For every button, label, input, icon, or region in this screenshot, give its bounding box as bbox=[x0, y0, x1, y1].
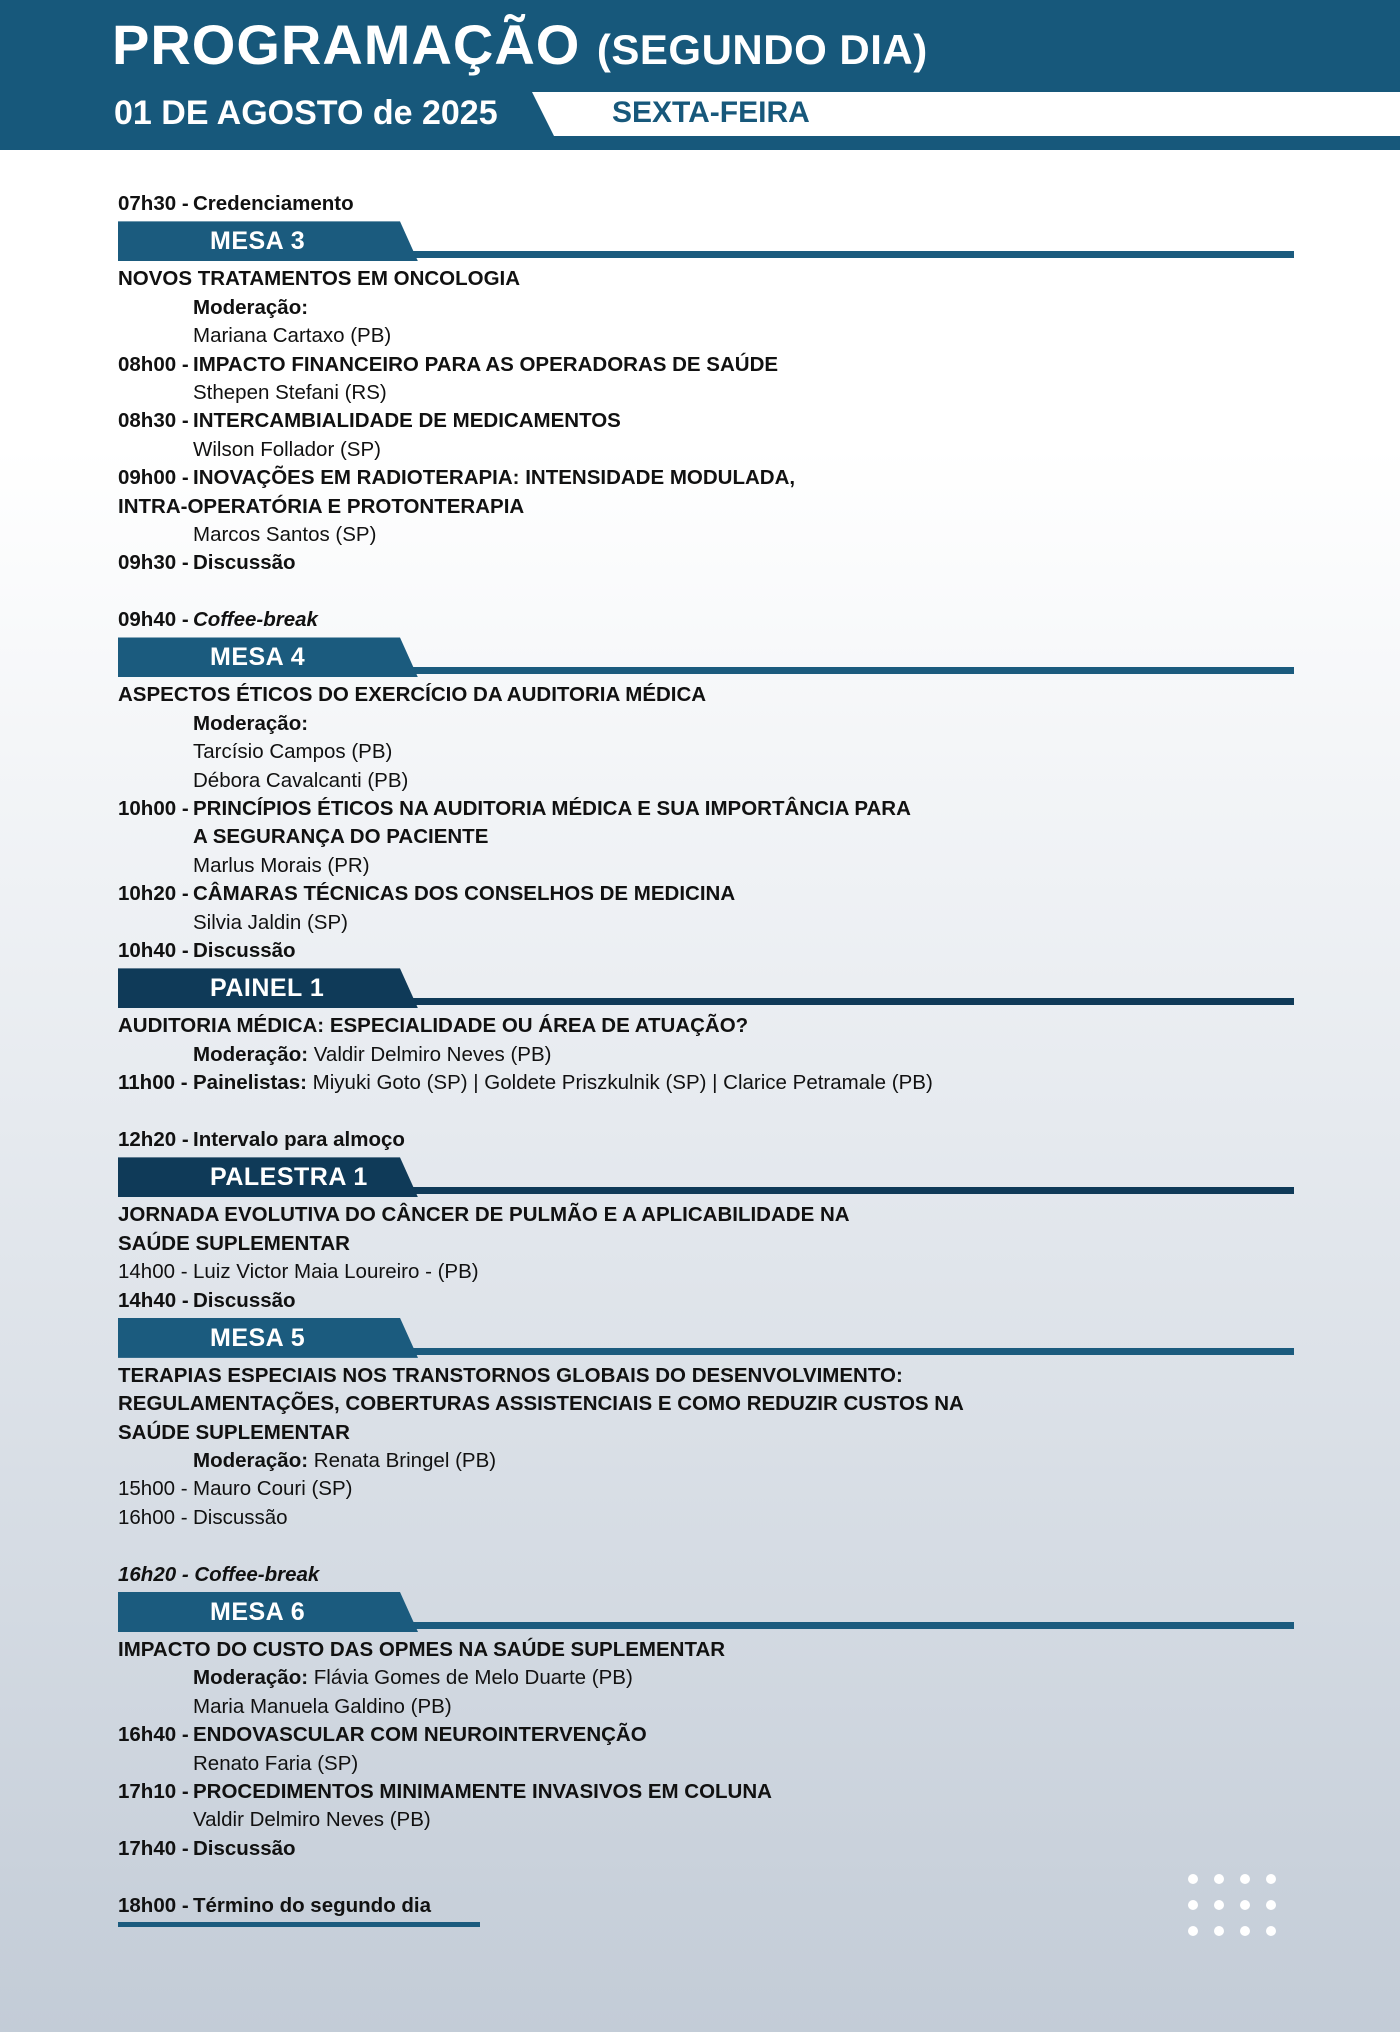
moderation-line bbox=[118, 1447, 1288, 1475]
closing-underline bbox=[118, 1922, 480, 1927]
schedule-item bbox=[118, 351, 1288, 379]
section-header-mesa-6 bbox=[118, 1592, 1288, 1634]
title-main: PROGRAMAÇÃO bbox=[112, 13, 581, 76]
session-topic: AUDITORIA MÉDICA: ESPECIALIDADE OU ÁREA DE ATUAÇÃO? bbox=[118, 1014, 749, 1038]
talk-title-continued: A SEGURANÇA DO PACIENTE bbox=[193, 825, 489, 849]
time-label: 12h20 - bbox=[118, 1127, 189, 1151]
spacer bbox=[118, 1098, 1288, 1126]
section-rule bbox=[378, 251, 1294, 258]
schedule-item-lunch bbox=[118, 1126, 1288, 1154]
section-label: PAINEL 1 bbox=[210, 974, 325, 1003]
session-topic-continued: SAÚDE SUPLEMENTAR bbox=[118, 1231, 350, 1255]
speaker-name: Luiz Victor Maia Loureiro - (PB) bbox=[193, 1260, 479, 1284]
page-header bbox=[0, 0, 1400, 152]
moderator-name: Flávia Gomes de Melo Duarte (PB) bbox=[313, 1666, 633, 1690]
time-label: 16h40 - bbox=[118, 1723, 189, 1747]
session-topic: ASPECTOS ÉTICOS DO EXERCÍCIO DA AUDITORIA MÉDICA bbox=[118, 683, 707, 707]
schedule-item bbox=[118, 795, 1288, 823]
schedule-item-discussion bbox=[118, 549, 1288, 577]
session-topic: IMPACTO DO CUSTO DAS OPMES NA SAÚDE SUPLEMENTAR bbox=[118, 1638, 726, 1662]
section-label: MESA 3 bbox=[210, 227, 306, 256]
moderator-name: Mariana Cartaxo (PB) bbox=[193, 324, 392, 348]
session-topic: NOVOS TRATAMENTOS EM ONCOLOGIA bbox=[118, 267, 521, 291]
moderation-line bbox=[118, 1664, 1288, 1692]
session-topic: TERAPIAS ESPECIAIS NOS TRANSTORNOS GLOBAIS DO DESENVOLVIMENTO: bbox=[118, 1363, 903, 1387]
section-rule bbox=[378, 998, 1294, 1005]
schedule-item bbox=[118, 407, 1288, 435]
moderation-label: Moderação: bbox=[193, 295, 309, 319]
schedule-item bbox=[118, 1475, 1288, 1503]
talk-title-continued: INTRA-OPERATÓRIA E PROTONTERAPIA bbox=[118, 494, 525, 518]
speaker-name: Mauro Couri (SP) bbox=[193, 1477, 353, 1501]
time-label: 11h00 - bbox=[118, 1071, 188, 1095]
speaker-name: Marlus Morais (PR) bbox=[193, 853, 370, 877]
section-header-mesa-5 bbox=[118, 1318, 1288, 1360]
spacer bbox=[118, 1863, 1288, 1891]
dot-grid-decoration bbox=[1188, 1874, 1278, 1944]
item-label: Coffee-break bbox=[193, 608, 318, 632]
time-label: 09h40 - bbox=[118, 608, 189, 632]
section-header-palestra-1 bbox=[118, 1157, 1288, 1199]
session-topic-continued: REGULAMENTAÇÕES, COBERTURAS ASSISTENCIAIS E COMO REDUZIR CUSTOS NA bbox=[118, 1392, 964, 1416]
time-label: 15h00 - bbox=[118, 1477, 188, 1501]
item-label: Discussão bbox=[193, 1505, 288, 1529]
time-label: 08h00 - bbox=[118, 352, 189, 376]
moderator-name: Renata Bringel (PB) bbox=[313, 1449, 497, 1473]
time-label: 08h30 - bbox=[118, 409, 189, 433]
item-label: Credenciamento bbox=[193, 192, 354, 215]
talk-title: PRINCÍPIOS ÉTICOS NA AUDITORIA MÉDICA E SUA IMPORTÂNCIA PARA bbox=[193, 797, 911, 821]
schedule-item bbox=[118, 464, 1288, 492]
moderation-line bbox=[118, 1041, 1288, 1069]
talk-title: INTERCAMBIALIDADE DE MEDICAMENTOS bbox=[193, 409, 621, 433]
section-header-painel-1 bbox=[118, 968, 1288, 1010]
moderator-name: Tarcísio Campos (PB) bbox=[193, 740, 393, 764]
moderation-label: Moderação: bbox=[193, 1449, 309, 1473]
program-schedule bbox=[118, 190, 1288, 1927]
session-topic: JORNADA EVOLUTIVA DO CÂNCER DE PULMÃO E A APLICABILIDADE NA bbox=[118, 1203, 850, 1227]
event-weekday: SEXTA-FEIRA bbox=[612, 96, 810, 129]
speaker-name: Wilson Follador (SP) bbox=[193, 437, 381, 461]
schedule-item bbox=[118, 1778, 1288, 1806]
item-label: Discussão bbox=[193, 938, 296, 962]
item-label: Intervalo para almoço bbox=[193, 1127, 405, 1151]
schedule-item bbox=[118, 1721, 1288, 1749]
time-label: 10h20 - bbox=[118, 882, 189, 906]
time-label: 09h30 - bbox=[118, 551, 189, 575]
moderator-name: Débora Cavalcanti (PB) bbox=[193, 768, 409, 792]
item-label: Discussão bbox=[193, 1836, 296, 1860]
section-label: MESA 6 bbox=[210, 1598, 306, 1627]
time-label: 17h40 - bbox=[118, 1836, 189, 1860]
header-divider bbox=[532, 136, 1400, 148]
spacer bbox=[118, 1532, 1288, 1560]
time-label: 10h40 - bbox=[118, 938, 189, 962]
section-rule bbox=[378, 1187, 1294, 1194]
moderation-label: Moderação: bbox=[193, 711, 309, 735]
moderation-label: Moderação: bbox=[193, 1666, 309, 1690]
time-label: 14h00 - bbox=[118, 1260, 188, 1284]
section-rule bbox=[378, 667, 1294, 674]
schedule-item-coffee-break bbox=[118, 606, 1288, 634]
spacer bbox=[118, 578, 1288, 606]
schedule-item-closing bbox=[118, 1892, 1288, 1920]
section-label: MESA 5 bbox=[210, 1323, 306, 1352]
schedule-item-registration bbox=[118, 190, 1288, 218]
item-label: Término do segundo dia bbox=[193, 1893, 432, 1917]
talk-title: INOVAÇÕES EM RADIOTERAPIA: INTENSIDADE MODULADA, bbox=[193, 466, 796, 490]
panelists-names: Miyuki Goto (SP) | Goldete Priszkulnik (SP) | Clarice Petramale (PB) bbox=[312, 1071, 933, 1095]
talk-title: ENDOVASCULAR COM NEUROINTERVENÇÃO bbox=[193, 1723, 647, 1747]
talk-title: PROCEDIMENTOS MINIMAMENTE INVASIVOS EM COLUNA bbox=[193, 1779, 772, 1803]
speaker-name: Sthepen Stefani (RS) bbox=[193, 380, 387, 404]
moderation-label: Moderação: bbox=[193, 1042, 309, 1066]
section-label: PALESTRA 1 bbox=[210, 1163, 368, 1192]
section-rule bbox=[378, 1348, 1294, 1355]
schedule-item-discussion bbox=[118, 1835, 1288, 1863]
panelists-label: Painelistas: bbox=[193, 1071, 307, 1095]
schedule-item bbox=[118, 1258, 1288, 1286]
time-label: 16h00 - bbox=[118, 1505, 188, 1529]
time-label: 14h40 - bbox=[118, 1288, 189, 1312]
time-label: 18h00 - bbox=[118, 1893, 189, 1917]
section-header-mesa-3 bbox=[118, 221, 1288, 263]
section-rule bbox=[378, 1622, 1294, 1629]
schedule-item-panel bbox=[118, 1069, 1288, 1097]
moderator-name: Maria Manuela Galdino (PB) bbox=[193, 1694, 452, 1718]
title-subtitle: (SEGUNDO DIA) bbox=[596, 26, 928, 73]
schedule-item-discussion bbox=[118, 1287, 1288, 1315]
section-header-mesa-4 bbox=[118, 637, 1288, 679]
time-label: 10h00 - bbox=[118, 797, 189, 821]
page-title bbox=[112, 12, 928, 77]
schedule-item-discussion bbox=[118, 937, 1288, 965]
session-topic-continued: SAÚDE SUPLEMENTAR bbox=[118, 1420, 350, 1444]
time-label: 17h10 - bbox=[118, 1779, 189, 1803]
talk-title: IMPACTO FINANCEIRO PARA AS OPERADORAS DE SAÚDE bbox=[193, 352, 779, 376]
speaker-name: Marcos Santos (SP) bbox=[193, 522, 377, 546]
item-label: Discussão bbox=[193, 1288, 296, 1312]
schedule-item-coffee-break: 16h20 - Coffee-break bbox=[118, 1562, 320, 1586]
time-label: 09h00 - bbox=[118, 466, 189, 490]
moderator-name: Valdir Delmiro Neves (PB) bbox=[313, 1042, 552, 1066]
speaker-name: Renato Faria (SP) bbox=[193, 1751, 359, 1775]
schedule-item-discussion bbox=[118, 1504, 1288, 1532]
speaker-name: Silvia Jaldin (SP) bbox=[193, 910, 348, 934]
schedule-item bbox=[118, 880, 1288, 908]
item-label: Discussão bbox=[193, 551, 296, 575]
section-label: MESA 4 bbox=[210, 643, 306, 672]
event-date: 01 DE AGOSTO de 2025 bbox=[114, 94, 498, 132]
speaker-name: Valdir Delmiro Neves (PB) bbox=[193, 1808, 431, 1832]
time-label: 07h30 - bbox=[118, 192, 189, 215]
talk-title: CÂMARAS TÉCNICAS DOS CONSELHOS DE MEDICINA bbox=[193, 882, 736, 906]
